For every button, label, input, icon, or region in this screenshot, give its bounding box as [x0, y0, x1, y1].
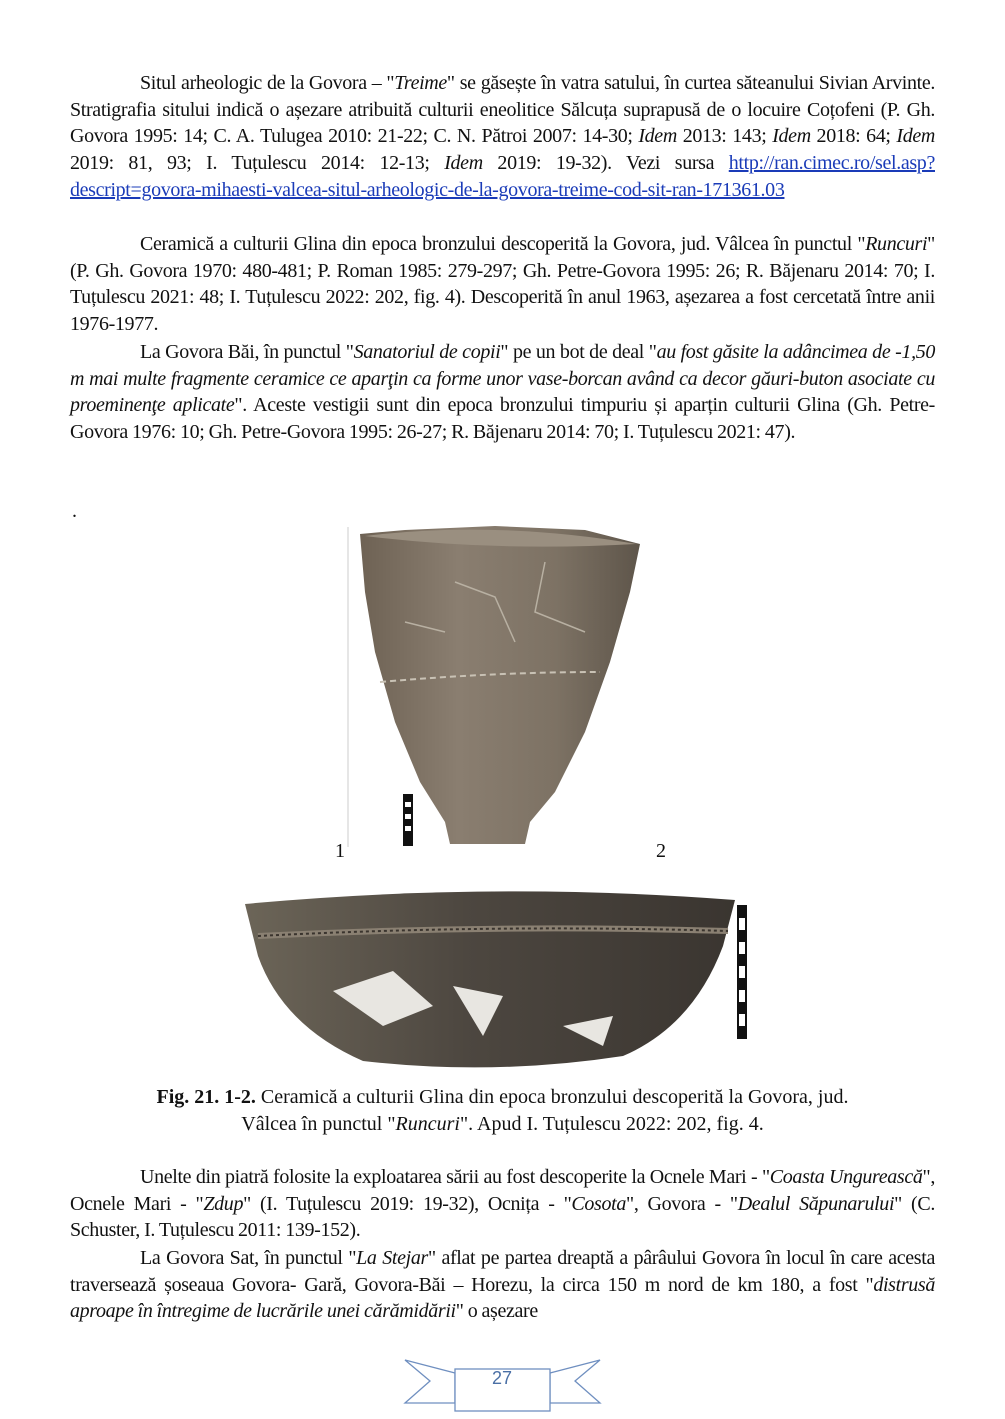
text-run: ", Govora - "	[626, 1192, 738, 1215]
italic-text: Idem	[896, 125, 935, 148]
italic-text: distrusă aproape în întregime de lucrările unei cărămidării	[70, 1273, 935, 1323]
text-run: " (C. Schuster, I. Tuțulescu 2011: 139-152).	[70, 1192, 936, 1242]
text-run: 2019: 81, 93; I. Tuțulescu 2014: 12-13;	[70, 152, 445, 175]
italic-text: au fost găsite la adâncimea de -1,50 m mai multe fragmente ceramice ce aparţin ca forme unor vase-borcan având ca decor găuri-buton asociate cu proeminenţe aplicate	[70, 341, 936, 417]
text-run: 2018: 64;	[810, 125, 897, 148]
figure-bowl-photo	[243, 876, 753, 1076]
text-run: 2013: 143;	[676, 125, 773, 148]
caption-text: Ceramică a culturii Glina din epoca bronzului descoperită la Govora, jud.	[255, 1086, 849, 1108]
source-link[interactable]: http://ran.cimec.ro/sel.asp?descript=govora-mihaesti-valcea-situl-arheologic-de-la-govora-treime-cod-sit-ran-171361.03	[70, 152, 935, 201]
italic-text: Treime	[394, 72, 447, 94]
text-run: " se găsește în vatra satului, în curtea săteanului Sivian Arvinte. Stratigrafia sitului indică o așezare atribuită culturii eneolitice Sălcuța suprapusă de o locuire Coțofeni (P. Gh. Govora 1995: 14; C. A. Tulugea 2010: 21-22; C. N. Pătroi 2007: 14-30;	[70, 72, 935, 148]
caption-text: ". Apud I. Tuțulescu 2022: 202, fig. 4.	[459, 1113, 764, 1135]
paragraph-stone-tools	[70, 1164, 935, 1244]
caption-figure-number: Fig. 21. 1-2.	[156, 1086, 256, 1108]
text-run: Unelte din piatră folosite la exploatarea sării au fost descoperite la Ocnele Mari - "	[140, 1166, 770, 1188]
figure-caption	[60, 1084, 945, 1138]
text-run: Situl arheologic de la Govora – "	[140, 72, 395, 94]
caption-italic: Runcuri	[395, 1113, 460, 1135]
text-run: Ceramică a culturii Glina din epoca bronzului descoperită la Govora, jud. Vâlcea în punctul "	[140, 233, 866, 255]
text-run: ". Aceste vestigii sunt din epoca bronzului timpuriu și aparțin culturii Glina (Gh. Petre-Govora 1976: 10; Gh. Petre-Govora 1995: 26-27; R. Băjenaru 2014: 70; I. Tuțulescu 2021: 47).	[70, 394, 935, 444]
italic-text: Zdup	[203, 1192, 244, 1215]
text-run: " (P. Gh. Govora 1970: 480-481; P. Roman 1985: 279-297; Gh. Petre-Govora 1995: 26; R. Băjenaru 2014: 70; I. Tuțulescu 2021: 48; I. Tuțulescu 2022: 202, fig. 4). Descoperită în anul 1963, așezarea a fost cercetată între anii 1976-1977.	[70, 233, 935, 336]
paragraph-govora-treime	[70, 70, 935, 204]
italic-text: Runcuri	[865, 233, 928, 255]
italic-text: Idem	[772, 125, 811, 148]
text-run: ", Ocnele Mari - "	[70, 1166, 935, 1215]
figure-label-1: 1	[335, 840, 345, 862]
page-number: 27	[491, 1368, 513, 1388]
text-run: La Govora Băi, în punctul "	[140, 341, 354, 363]
text-run: " (I. Tuțulescu 2019: 19-32), Ocnița - "	[243, 1192, 572, 1215]
italic-text: Idem	[638, 125, 677, 148]
italic-text: Cosota	[571, 1192, 626, 1215]
italic-text: Idem	[444, 152, 483, 175]
text-run: " pe un bot de deal "	[500, 341, 657, 363]
paragraph-govora-bai	[70, 339, 935, 446]
caption-text: Vâlcea în punctul "	[241, 1113, 396, 1135]
stray-dot: .	[72, 500, 77, 522]
text-run: " aflat pe partea dreaptă a pârâului Govora în locul în care acesta traversează șoseaua Govora- Gară, Govora-Băi – Horezu, la circa 150 m nord de km 180, a fost "	[70, 1247, 935, 1296]
italic-text: Sanatoriul de copii	[353, 341, 501, 363]
text-run: " o așezare	[455, 1300, 538, 1323]
text-run: La Govora Sat, în punctul "	[140, 1247, 357, 1269]
paragraph-runcuri	[70, 231, 935, 338]
italic-text: La Stejar	[356, 1247, 428, 1269]
text-run: 2019: 19-32). Vezi sursa	[482, 152, 729, 175]
figure-label-2: 2	[656, 840, 666, 862]
paragraph-la-stejar	[70, 1245, 935, 1325]
italic-text: Dealul Săpunarului	[737, 1192, 895, 1215]
figure-vase-photo	[345, 522, 645, 852]
italic-text: Coasta Ungurească	[769, 1166, 923, 1188]
